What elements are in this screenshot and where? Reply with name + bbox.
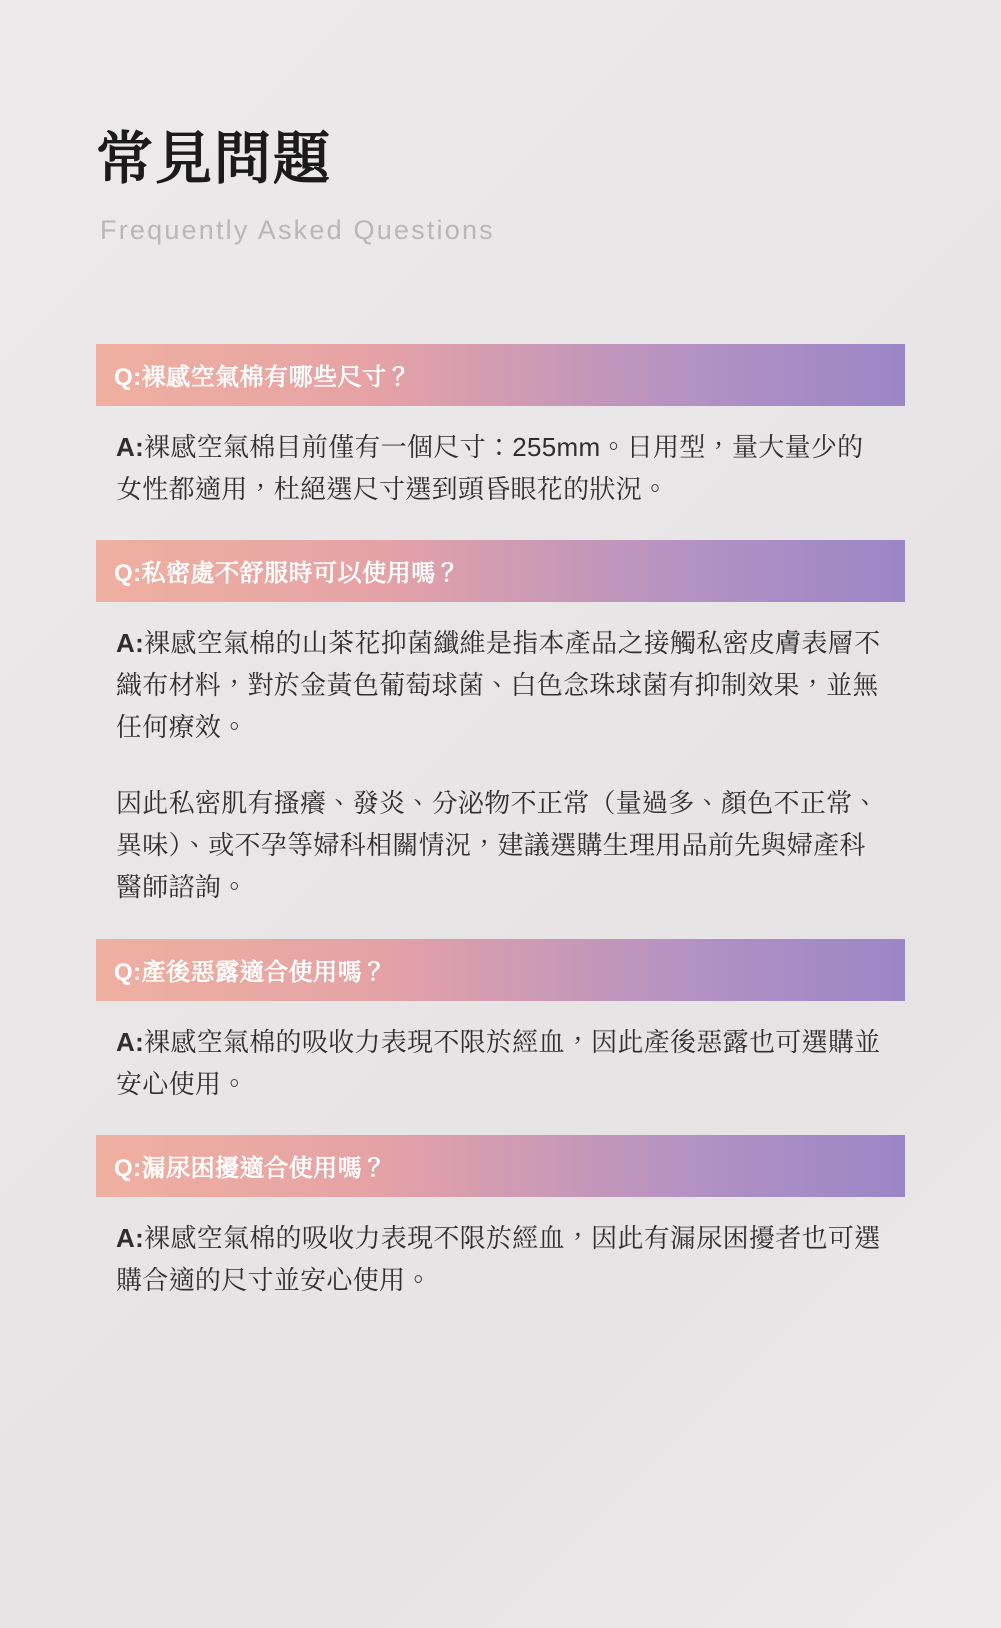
faq-item <box>96 540 905 913</box>
answer-text: 裸感空氣棉的山茶花抑菌纖維是指本產品之接觸私密皮膚表層不織布材料，對於金黃色葡萄球菌、白色念珠球菌有抑制效果，並無任何療效。 <box>116 627 881 743</box>
answer-text: 裸感空氣棉目前僅有一個尺寸：255mm。日用型，量大量少的女性都適用，杜絕選尺寸選到頭昏眼花的狀況。 <box>116 431 864 504</box>
faq-question[interactable]: Q:裸感空氣棉有哪些尺寸？ <box>96 344 905 406</box>
faq-answer-paragraph <box>116 426 885 510</box>
faq-question[interactable]: Q:私密處不舒服時可以使用嗎？ <box>96 540 905 602</box>
faq-item <box>96 1135 905 1305</box>
faq-answer <box>96 1197 905 1305</box>
answer-text: 裸感空氣棉的吸收力表現不限於經血，因此產後惡露也可選購並安心使用。 <box>116 1026 881 1099</box>
faq-answer-paragraph: 因此私密肌有搔癢、發炎、分泌物不正常（量過多、顏色不正常、異味）、或不孕等婦科相關情況，建議選購生理用品前先與婦產科醫師諮詢。 <box>116 788 879 903</box>
faq-list <box>96 344 905 1305</box>
faq-answer <box>96 602 905 913</box>
faq-answer-paragraph <box>116 1217 885 1301</box>
page-subtitle: Frequently Asked Questions <box>100 214 495 245</box>
faq-answer <box>96 1001 905 1109</box>
faq-answer-paragraph <box>116 622 885 748</box>
faq-item <box>96 344 905 514</box>
faq-answer <box>96 406 905 514</box>
faq-item <box>96 939 905 1109</box>
faq-question[interactable]: Q:漏尿困擾適合使用嗎？ <box>96 1135 905 1197</box>
answer-prefix: A: <box>116 627 145 658</box>
faq-question[interactable]: Q:產後惡露適合使用嗎？ <box>96 939 905 1001</box>
faq-answer-paragraph <box>116 1021 885 1105</box>
page-header <box>96 0 905 246</box>
answer-prefix: A: <box>116 1026 145 1057</box>
page-title: 常見問題 <box>96 127 332 191</box>
answer-text: 裸感空氣棉的吸收力表現不限於經血，因此有漏尿困擾者也可選購合適的尺寸並安心使用。 <box>116 1222 881 1295</box>
answer-prefix: A: <box>116 431 145 462</box>
answer-prefix: A: <box>116 1222 145 1253</box>
